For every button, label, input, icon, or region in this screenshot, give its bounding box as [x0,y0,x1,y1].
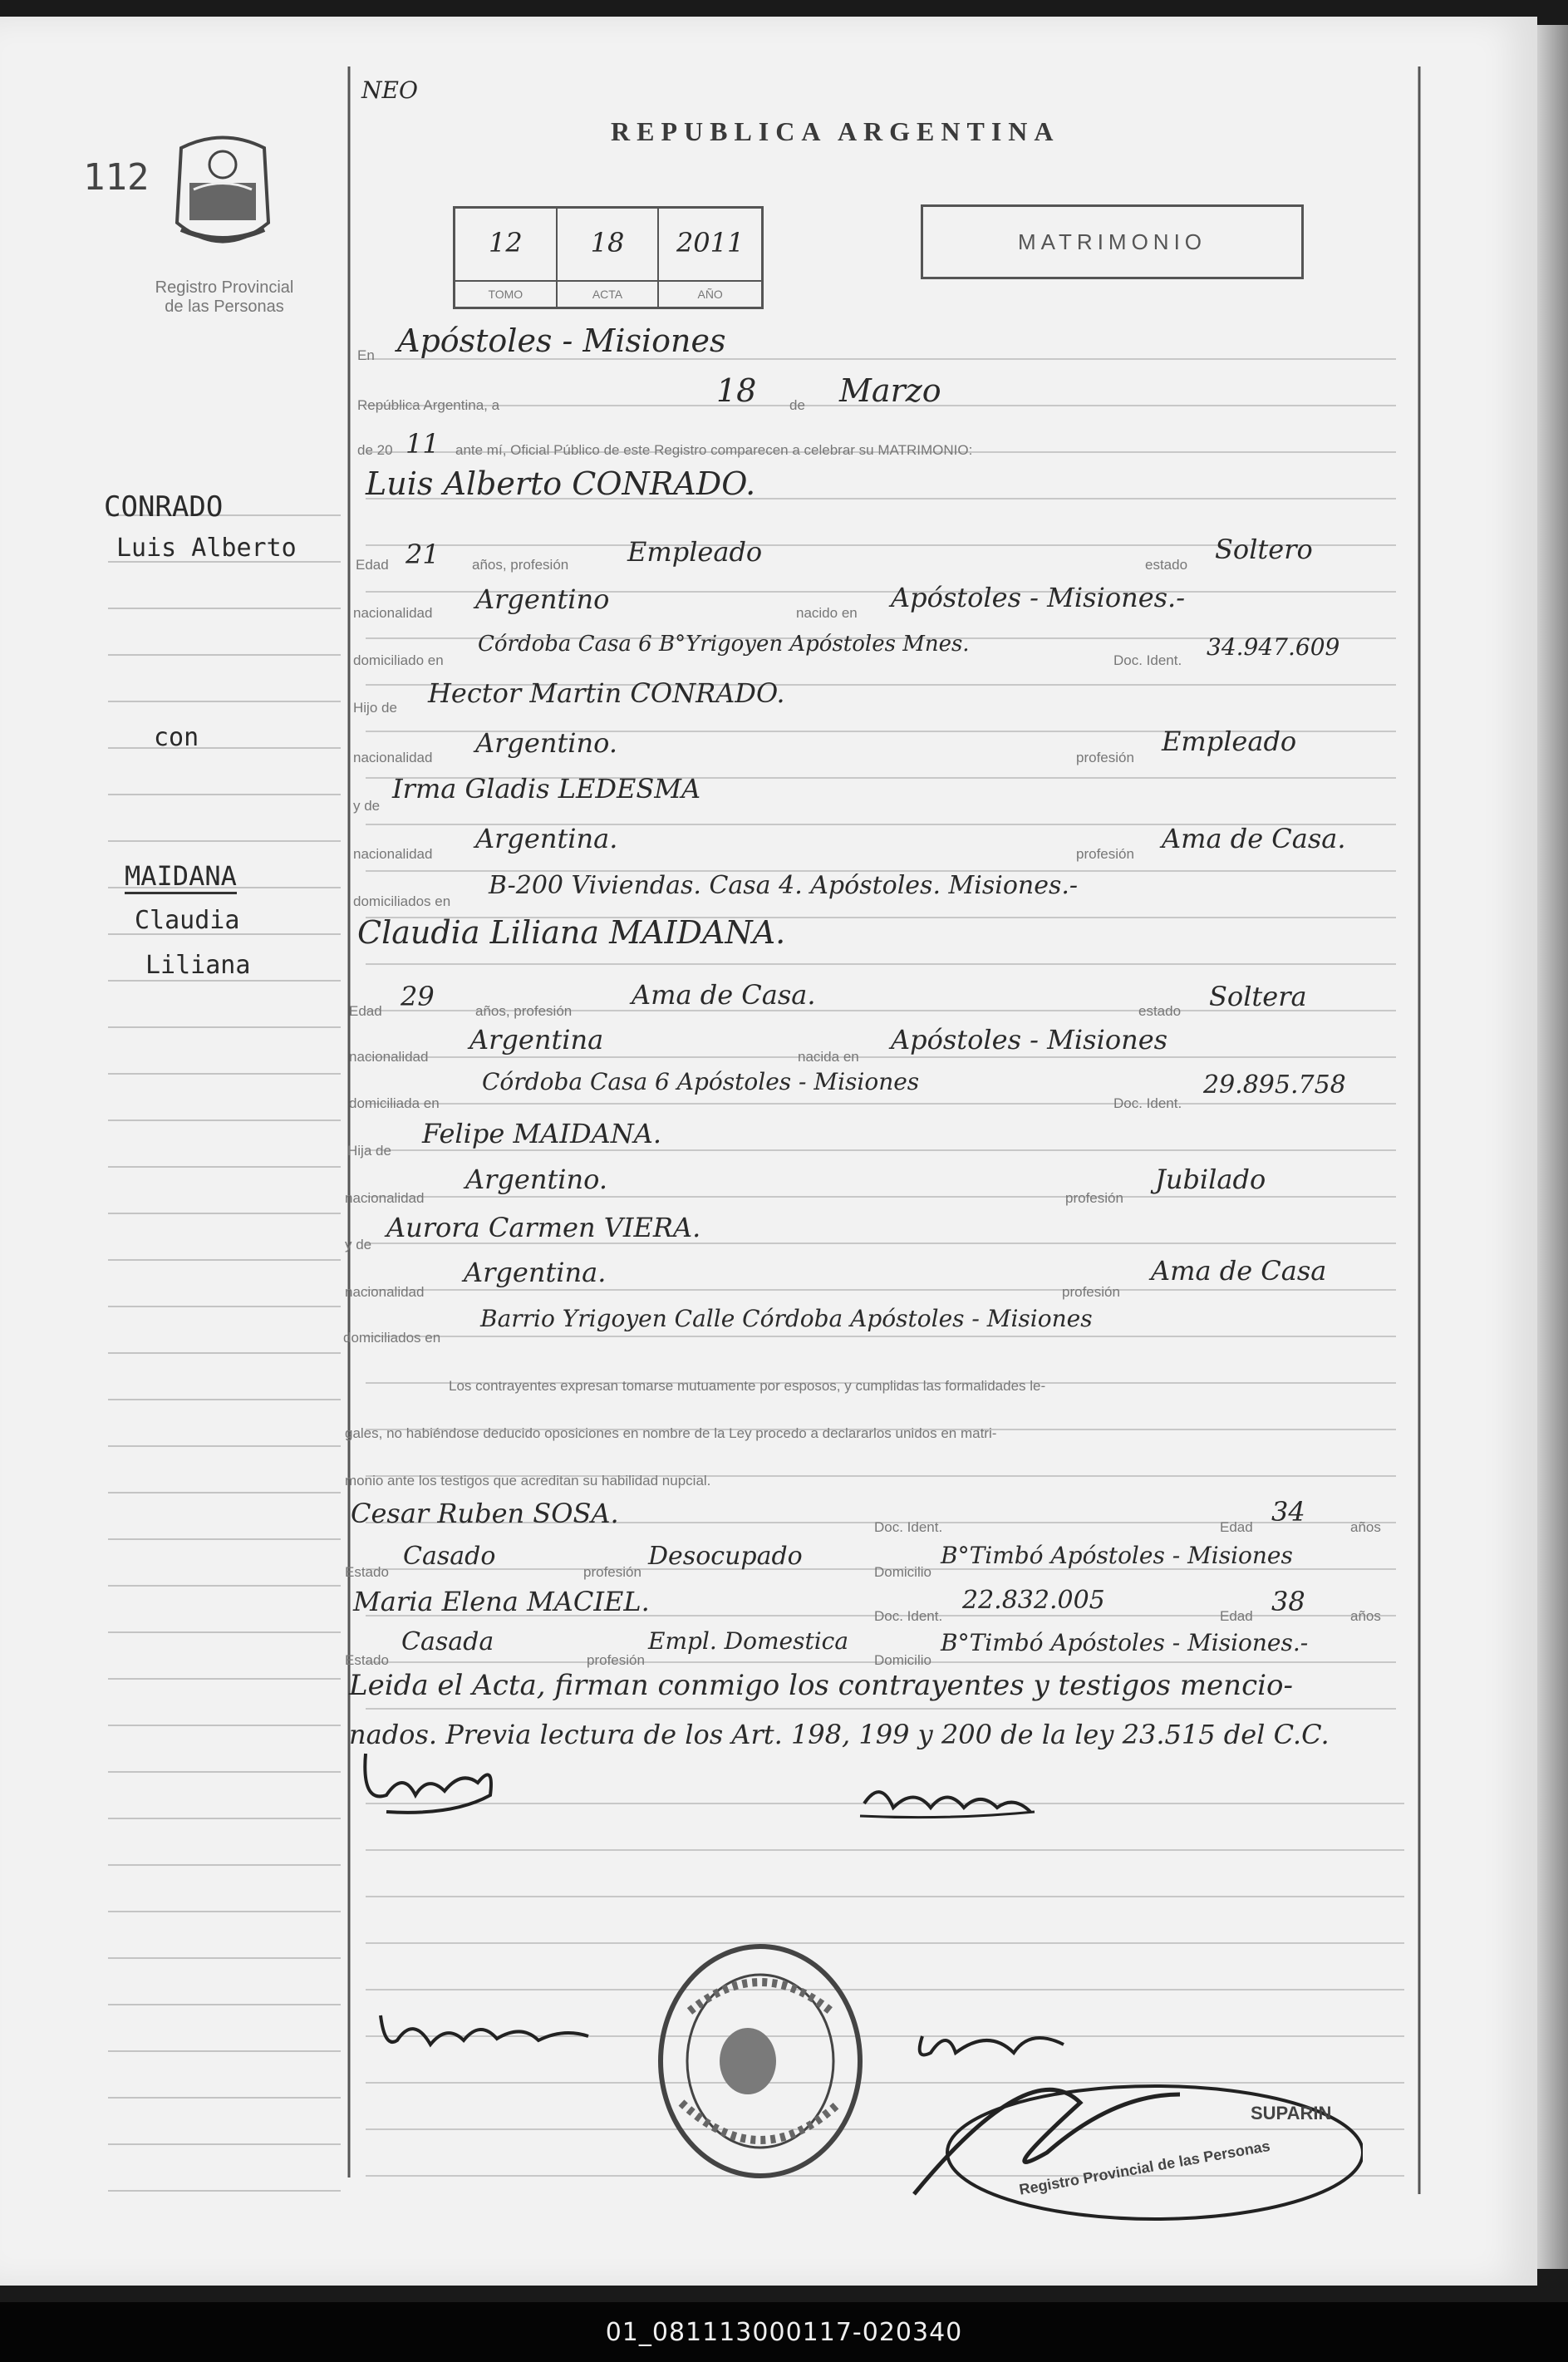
witness-1-prof-label: profesión [583,1564,641,1580]
preamble-text: ante mí, Oficial Público de este Registro comparecen a celebrar su MATRIMONIO: [455,442,973,458]
page-title: REPUBLICA ARGENTINA [611,116,1060,146]
husband-padre-nac-label: nacionalidad [353,750,433,765]
closing-line-2: nados. Previa lectura de los Art. 198, 199 y 200 de la ley 23.515 del C.C. [349,1719,1330,1750]
husband-madre-prof-label: profesión [1076,846,1134,862]
record-type: MATRIMONIO [1017,229,1207,254]
de-label: de [789,397,805,413]
wife-estado: Soltera [1209,981,1307,1012]
witness-2-doc: 22.832.005 [962,1586,1105,1615]
official-stamp-text: SUPARIN [1251,2103,1332,2123]
closing-line-1: Leida el Acta, firman conmigo los contrayentes y testigos mencio- [349,1669,1293,1702]
witness-2-doc-label: Doc. Ident. [874,1608,943,1624]
wife-padre-prof: Jubilado [1155,1164,1266,1195]
wife-nacido-label: nacida en [798,1049,859,1065]
husband-nac-label: nacionalidad [353,605,433,621]
wife-full-name: Claudia Liliana MAIDANA. [357,914,786,951]
declaration-line-2: gales, no habiéndose deducido oposiciones en nombre de la Ley procedo a declararlos unidos en matri- [345,1425,997,1441]
wife-doc: 29.895.758 [1203,1070,1346,1100]
witness-2-estado: Casada [401,1627,494,1656]
witness-2-edad: 38 [1271,1586,1305,1617]
witness-1-doc-label: Doc. Ident. [874,1519,943,1535]
wife-madre-nac-label: nacionalidad [345,1284,425,1300]
wife-madre: Aurora Carmen VIERA. [386,1212,701,1243]
husband-edad: 21 [406,539,440,570]
page-edge [1537,25,1568,2269]
witness-1-estado: Casado [403,1542,496,1571]
republica-label: República Argentina, a [357,397,500,413]
wife-padre-prof-label: profesión [1065,1190,1123,1206]
witness-2-domicilio: B°Timbó Apóstoles - Misiones.- [941,1629,1309,1656]
margin-wife-surname: MAIDANA [125,860,237,894]
husband-padres-dom-label: domiciliados en [353,893,451,909]
anio-label: AÑO [659,280,761,307]
husband-padre: Hector Martin CONRADO. [428,677,785,709]
margin-husband-given: Luis Alberto [116,534,297,563]
husband-nacido: Apóstoles - Misiones.- [891,582,1186,613]
husband-padre-label: Hijo de [353,700,397,716]
wife-domicilio-label: domiciliada en [349,1095,440,1111]
acta-value: 18 [590,227,625,258]
official-stamp-sub: Registro Provincial de las Personas [1018,2137,1271,2198]
husband-doc-label: Doc. Ident. [1113,652,1182,668]
wife-estado-label: estado [1138,1003,1182,1019]
husband-full-name: Luis Alberto CONRADO. [366,465,756,502]
witness-2-dom-label: Domicilio [874,1652,931,1668]
wife-padre-nac-label: nacionalidad [345,1190,425,1206]
husband-nacido-label: nacido en [796,605,858,621]
wife-padres-dom: Barrio Yrigoyen Calle Córdoba Apóstoles - Misiones [480,1305,1093,1332]
witness-1-profesion: Desocupado [648,1542,803,1571]
page-number: 112 [83,156,150,199]
wife-domicilio: Córdoba Casa 6 Apóstoles - Misiones [482,1068,920,1095]
husband-madre-nac-label: nacionalidad [353,846,433,862]
wife-padres-dom-label: domiciliados en [343,1330,441,1346]
anio-value: 2011 [676,227,745,258]
wife-madre-prof-label: profesión [1062,1284,1120,1300]
place: Apóstoles - Misiones [397,322,726,359]
witness-2-prof-label: profesión [587,1652,645,1668]
husband-edad-label: Edad [356,557,389,573]
tomo-value: 12 [488,227,523,258]
husband-profesion-label: años, profesión [472,557,569,573]
declaration-line-3: monio ante los testigos que acreditan su habilidad nupcial. [345,1473,711,1489]
witness-1-dom-label: Domicilio [874,1564,931,1580]
witness-2-anos-label: años [1350,1608,1381,1624]
husband-domicilio: Córdoba Casa 6 B°Yrigoyen Apóstoles Mnes. [478,632,970,657]
husband-padre-nac: Argentino. [475,727,618,759]
margin-connector: con [154,723,199,752]
witness-1-signature [372,1999,597,2065]
registry-box [453,206,764,309]
witness-1-name: Cesar Ruben SOSA. [351,1498,619,1529]
footer-bar [0,2302,1568,2362]
wife-madre-nac: Argentina. [464,1257,607,1288]
wife-edad-label: Edad [349,1003,382,1019]
wife-edad: 29 [401,981,435,1012]
witness-1-edad-label: Edad [1220,1519,1253,1535]
province-seal-icon [165,131,281,260]
tomo-label: TOMO [455,280,556,307]
husband-estado-label: estado [1145,557,1188,573]
husband-madre-prof: Ama de Casa. [1162,823,1346,854]
husband-doc: 34.947.609 [1207,633,1340,661]
document-page [0,17,1537,2286]
wife-nacionalidad: Argentina [469,1024,604,1056]
witness-2-estado-label: Estado [345,1652,389,1668]
husband-madre-nac: Argentina. [475,823,618,854]
witness-1-estado-label: Estado [345,1564,389,1580]
seal-caption: Registro Provincial de las Personas [155,278,294,316]
husband-profesion: Empleado [627,536,763,568]
witness-1-edad: 34 [1271,1496,1305,1528]
footer-id: 01_081113000117-020340 [605,2317,963,2347]
wife-madre-prof: Ama de Casa [1151,1255,1327,1287]
wife-nac-label: nacionalidad [349,1049,429,1065]
acta-label: ACTA [558,280,658,307]
husband-madre: Irma Gladis LEDESMA [392,773,701,805]
margin-husband-surname: CONRADO [104,490,224,524]
wife-doc-label: Doc. Ident. [1113,1095,1182,1111]
witness-1-domicilio: B°Timbó Apóstoles - Misiones [941,1542,1293,1569]
wife-madre-label: y de [345,1237,372,1252]
declaration-line-1: Los contrayentes expresan tomarse mutuamente por esposos, y cumplidas las formalidades le- [449,1378,1046,1394]
husband-signature [353,1737,519,1828]
month: Marzo [839,372,941,409]
husband-padre-prof: Empleado [1162,726,1297,757]
wife-padre-nac: Argentino. [465,1164,608,1195]
husband-padres-dom: B-200 Viviendas. Casa 4. Apóstoles. Misiones.- [489,871,1079,900]
wife-padre: Felipe MAIDANA. [422,1118,662,1149]
registry-stamp-icon [648,1936,872,2186]
witness-2-profesion: Empl. Domestica [648,1627,849,1655]
husband-madre-label: y de [353,798,381,814]
margin-wife-given-2: Liliana [145,951,251,980]
wife-signature [848,1770,1047,1837]
wife-profesion-label: años, profesión [475,1003,573,1019]
witness-2-name: Maria Elena MACIEL. [353,1586,650,1617]
year-prefix: de 20 [357,442,393,458]
margin-wife-given-1: Claudia [135,906,240,935]
top-note: NEO [361,76,418,104]
wife-padre-label: Hija de [347,1143,391,1159]
husband-padre-prof-label: profesión [1076,750,1134,765]
day: 18 [716,372,757,409]
husband-nacionalidad: Argentino [475,583,610,615]
husband-estado: Soltero [1215,534,1313,565]
witness-2-edad-label: Edad [1220,1608,1253,1624]
year-suffix: 11 [406,428,440,460]
en-label: En [357,347,375,363]
record-type-box [921,204,1304,279]
witness-1-anos-label: años [1350,1519,1381,1535]
wife-nacido: Apóstoles - Misiones [891,1024,1168,1056]
wife-profesion: Ama de Casa. [632,979,816,1011]
husband-domicilio-label: domiciliado en [353,652,444,668]
